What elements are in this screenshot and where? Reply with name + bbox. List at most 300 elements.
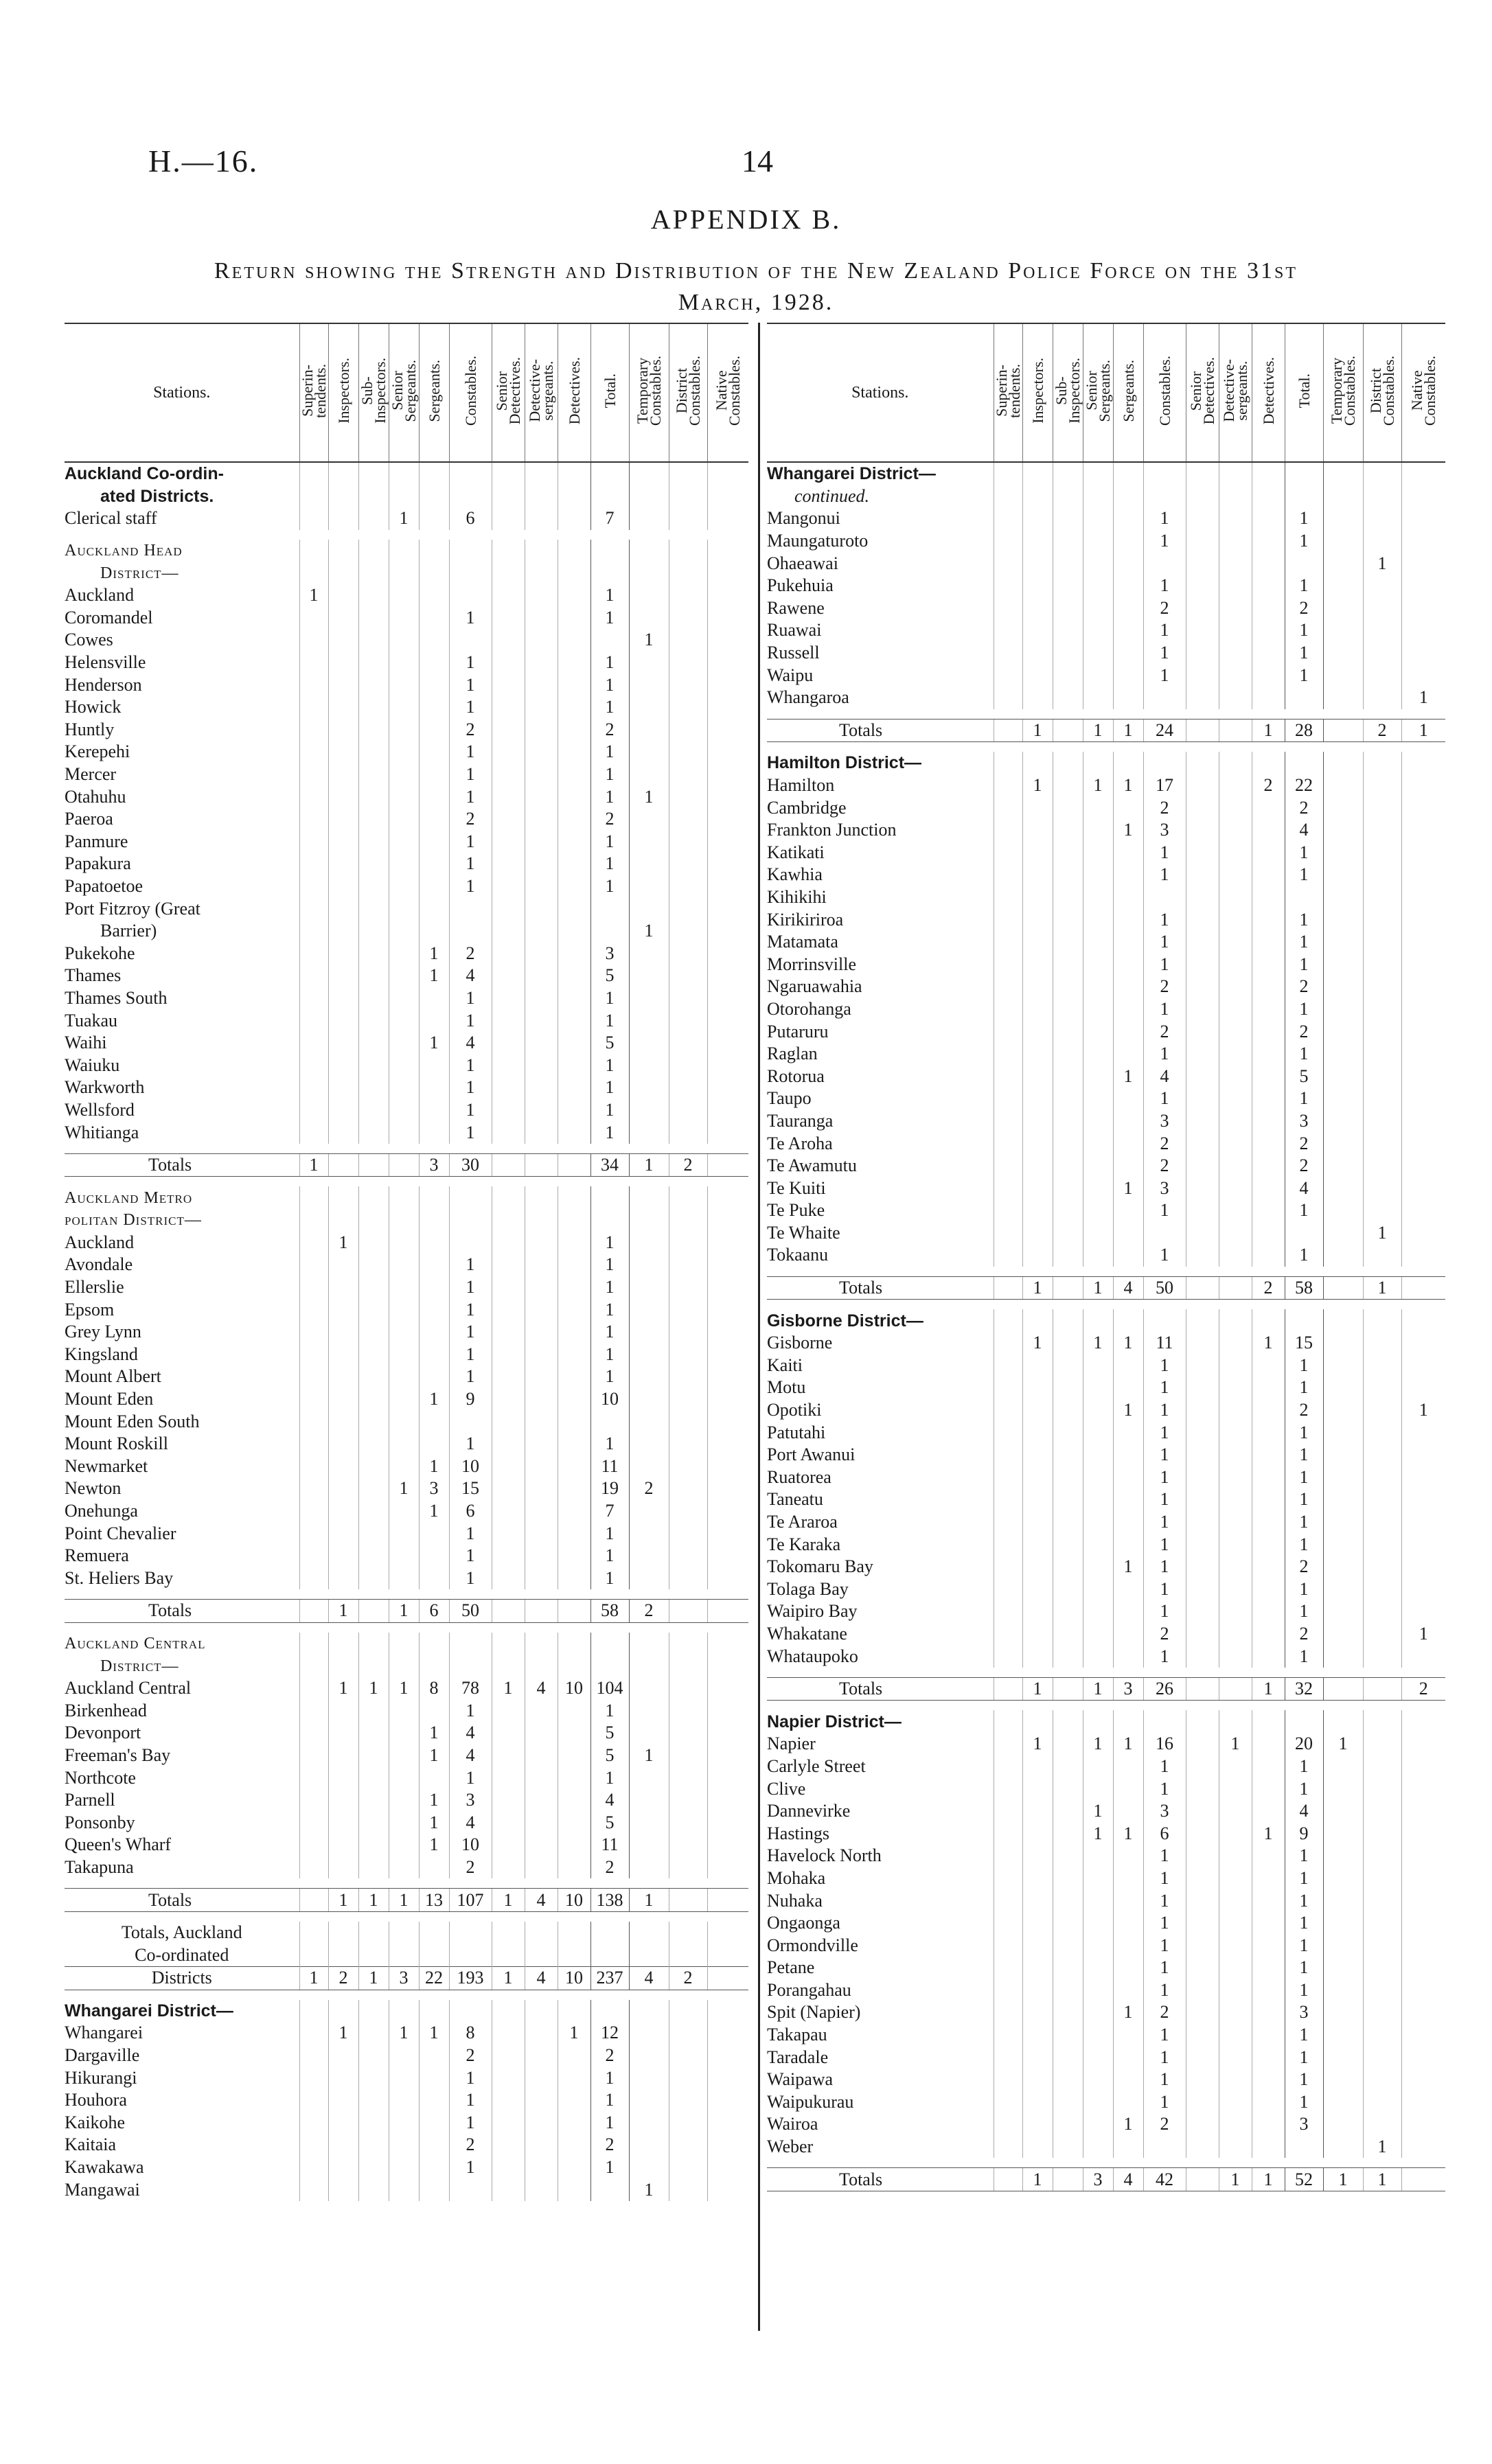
value-cell bbox=[1219, 1222, 1252, 1245]
value-cell bbox=[1252, 1957, 1285, 1979]
value-cell bbox=[994, 908, 1022, 931]
table-row-sub bbox=[65, 1209, 748, 1232]
value-cell bbox=[449, 540, 492, 562]
value-cell bbox=[1053, 1377, 1083, 1399]
value-cell bbox=[525, 719, 558, 741]
value-cell bbox=[328, 1209, 358, 1232]
value-cell bbox=[419, 1054, 449, 1076]
value-cell bbox=[358, 607, 389, 630]
value-cell bbox=[328, 1522, 358, 1545]
header-col-12 bbox=[1401, 323, 1445, 462]
value-cell bbox=[358, 584, 389, 607]
value-cell: 1 bbox=[1285, 1600, 1323, 1623]
value-cell: 1 bbox=[1113, 1556, 1143, 1578]
table-row bbox=[65, 741, 748, 763]
value-cell bbox=[299, 1099, 328, 1122]
value-cell bbox=[525, 965, 558, 987]
value-cell bbox=[1113, 597, 1143, 620]
value-cell: 1 bbox=[1143, 953, 1186, 976]
value-cell bbox=[525, 1600, 558, 1623]
value-cell bbox=[1363, 1132, 1401, 1155]
value-cell bbox=[419, 1633, 449, 1655]
value-cell bbox=[1323, 1979, 1363, 2002]
value-cell bbox=[1252, 1710, 1285, 1733]
value-cell bbox=[1401, 752, 1445, 774]
value-cell bbox=[994, 2136, 1022, 2158]
value-cell bbox=[707, 965, 748, 987]
value-cell: 1 bbox=[629, 920, 669, 943]
value-cell bbox=[1053, 2136, 1083, 2158]
value-cell bbox=[707, 2022, 748, 2045]
value-cell bbox=[1022, 2046, 1053, 2069]
station-name: Whangarei District— bbox=[65, 2001, 233, 2020]
value-cell bbox=[389, 462, 419, 485]
value-cell bbox=[629, 485, 669, 508]
value-cell bbox=[1252, 1087, 1285, 1110]
value-cell bbox=[1401, 1733, 1445, 1755]
value-cell: 1 bbox=[1219, 1733, 1252, 1755]
value-cell: 1 bbox=[1143, 1511, 1186, 1534]
table-row bbox=[65, 1410, 748, 1433]
value-cell bbox=[525, 1099, 558, 1122]
value-cell bbox=[629, 897, 669, 920]
value-cell bbox=[590, 540, 629, 562]
value-cell bbox=[1363, 1533, 1401, 1556]
value-cell bbox=[1363, 1578, 1401, 1601]
value-cell bbox=[1143, 687, 1186, 709]
value-cell: 3 bbox=[1143, 819, 1186, 842]
value-cell bbox=[1186, 1677, 1219, 1701]
value-cell bbox=[492, 1834, 525, 1856]
value-cell bbox=[492, 897, 525, 920]
table-row-gap bbox=[767, 1300, 1445, 1310]
value-cell bbox=[558, 1388, 590, 1411]
value-cell: 1 bbox=[629, 1153, 669, 1177]
table-row bbox=[65, 1500, 748, 1523]
table-row bbox=[767, 1043, 1445, 1066]
value-cell bbox=[994, 842, 1022, 864]
value-cell: 32 bbox=[1285, 1677, 1323, 1701]
value-cell: 1 bbox=[1143, 642, 1186, 665]
value-cell: 1 bbox=[1083, 1800, 1113, 1823]
value-cell bbox=[328, 1276, 358, 1299]
value-cell bbox=[328, 1477, 358, 1500]
value-cell: 2 bbox=[629, 1477, 669, 1500]
value-cell bbox=[1083, 1710, 1113, 1733]
value-cell bbox=[669, 1944, 707, 1966]
value-cell bbox=[1401, 998, 1445, 1021]
value-cell bbox=[669, 897, 707, 920]
value-cell bbox=[1323, 1822, 1363, 1845]
value-cell bbox=[669, 1209, 707, 1232]
value-cell bbox=[525, 897, 558, 920]
station-name: Te Aroha bbox=[767, 1133, 833, 1153]
table-row bbox=[767, 1355, 1445, 1377]
value-cell: 3 bbox=[449, 1789, 492, 1812]
value-cell: 1 bbox=[1285, 953, 1323, 976]
value-cell bbox=[419, 652, 449, 674]
value-cell bbox=[492, 1811, 525, 1834]
value-cell: 2 bbox=[1143, 2113, 1186, 2136]
value-cell bbox=[525, 1009, 558, 1032]
table-row bbox=[767, 796, 1445, 819]
value-cell bbox=[1186, 1645, 1219, 1668]
station-name: Auckland Central bbox=[65, 1634, 206, 1653]
value-cell bbox=[1401, 1155, 1445, 1177]
value-cell: 1 bbox=[449, 652, 492, 674]
value-cell bbox=[707, 673, 748, 696]
value-cell bbox=[419, 1410, 449, 1433]
value-cell bbox=[358, 920, 389, 943]
value-cell bbox=[1401, 842, 1445, 864]
value-cell bbox=[419, 2178, 449, 2201]
value-cell bbox=[328, 507, 358, 530]
value-cell bbox=[1186, 1934, 1219, 1957]
value-cell: 1 bbox=[590, 763, 629, 786]
value-cell: 1 bbox=[1083, 719, 1113, 742]
value-cell bbox=[492, 1410, 525, 1433]
table-row bbox=[767, 664, 1445, 687]
value-cell bbox=[299, 673, 328, 696]
value-cell bbox=[629, 1856, 669, 1879]
value-cell: 1 bbox=[449, 831, 492, 853]
value-cell bbox=[1323, 1087, 1363, 1110]
value-cell bbox=[629, 584, 669, 607]
value-cell bbox=[558, 875, 590, 898]
value-cell bbox=[629, 1699, 669, 1722]
value-cell bbox=[1401, 1800, 1445, 1823]
value-cell bbox=[1186, 1466, 1219, 1489]
value-cell bbox=[389, 719, 419, 741]
value-cell bbox=[669, 1699, 707, 1722]
value-cell bbox=[558, 2066, 590, 2089]
value-cell: 1 bbox=[1143, 2069, 1186, 2091]
value-cell: 1 bbox=[1113, 719, 1143, 742]
station-name: Ongaonga bbox=[767, 1913, 840, 1933]
value-cell bbox=[707, 1889, 748, 1912]
value-cell bbox=[389, 1009, 419, 1032]
value-cell: 1 bbox=[1143, 908, 1186, 931]
station-name: Ruawai bbox=[767, 620, 822, 641]
station-name: Gisborne bbox=[767, 1333, 833, 1353]
value-cell bbox=[1219, 2046, 1252, 2069]
value-cell: 1 bbox=[1143, 2024, 1186, 2047]
value-cell bbox=[389, 2156, 419, 2179]
value-cell bbox=[1083, 597, 1113, 620]
value-cell bbox=[1252, 1199, 1285, 1222]
value-cell bbox=[1022, 575, 1053, 597]
value-cell bbox=[1186, 1155, 1219, 1177]
value-cell bbox=[1022, 664, 1053, 687]
value-cell bbox=[1401, 1177, 1445, 1199]
value-cell: 2 bbox=[1143, 796, 1186, 819]
value-cell: 1 bbox=[1083, 774, 1113, 797]
right-table-column bbox=[767, 323, 1445, 2191]
value-cell bbox=[1323, 1444, 1363, 1466]
value-cell: 1 bbox=[449, 763, 492, 786]
value-cell bbox=[328, 562, 358, 584]
value-cell bbox=[389, 1209, 419, 1232]
value-cell bbox=[419, 2066, 449, 2089]
value-cell bbox=[1363, 1710, 1401, 1733]
value-cell bbox=[994, 1578, 1022, 1601]
station-name: Waipiro Bay bbox=[767, 1601, 858, 1622]
value-cell bbox=[629, 1054, 669, 1076]
value-cell bbox=[629, 1677, 669, 1700]
value-cell bbox=[1219, 1533, 1252, 1556]
station-name: Dargaville bbox=[65, 2045, 140, 2066]
table-row-gap bbox=[65, 1177, 748, 1187]
value-cell bbox=[994, 619, 1022, 642]
value-cell bbox=[492, 1321, 525, 1344]
value-cell bbox=[1252, 1377, 1285, 1399]
value-cell: 1 bbox=[389, 1477, 419, 1500]
table-row bbox=[65, 1745, 748, 1767]
value-cell bbox=[629, 1410, 669, 1433]
value-cell bbox=[1113, 1755, 1143, 1778]
value-cell bbox=[525, 1789, 558, 1812]
value-cell bbox=[299, 540, 328, 562]
value-cell: 1 bbox=[590, 1054, 629, 1076]
table-row bbox=[65, 2045, 748, 2067]
station-name: Te Araroa bbox=[767, 1512, 838, 1532]
value-cell bbox=[1363, 597, 1401, 620]
station-name: Te Whaite bbox=[767, 1222, 840, 1243]
value-cell bbox=[492, 1600, 525, 1623]
header-label: Constables. bbox=[1156, 355, 1173, 426]
value-cell: 34 bbox=[590, 1153, 629, 1177]
value-cell: 1 bbox=[629, 629, 669, 652]
station-name: Birkenhead bbox=[65, 1700, 147, 1720]
value-cell bbox=[1083, 1110, 1113, 1133]
spacer-cell bbox=[767, 742, 1445, 752]
value-cell bbox=[1053, 2024, 1083, 2047]
value-cell bbox=[1252, 1488, 1285, 1511]
value-cell bbox=[707, 1254, 748, 1276]
value-cell bbox=[1252, 1355, 1285, 1377]
value-cell: 1 bbox=[449, 673, 492, 696]
value-cell bbox=[1363, 642, 1401, 665]
value-cell bbox=[558, 1232, 590, 1254]
value-cell bbox=[1022, 552, 1053, 575]
table-row bbox=[65, 652, 748, 674]
table-row bbox=[767, 908, 1445, 931]
value-cell bbox=[590, 562, 629, 584]
value-cell: 1 bbox=[1285, 1645, 1323, 1668]
table-row bbox=[65, 785, 748, 808]
value-cell bbox=[994, 552, 1022, 575]
value-cell bbox=[629, 1433, 669, 1455]
value-cell bbox=[558, 584, 590, 607]
value-cell bbox=[328, 629, 358, 652]
value-cell bbox=[419, 1655, 449, 1677]
value-cell bbox=[669, 1186, 707, 1209]
value-cell bbox=[629, 1009, 669, 1032]
header-col-2 bbox=[358, 323, 389, 462]
value-cell: 1 bbox=[1083, 1822, 1113, 1845]
value-cell bbox=[669, 1321, 707, 1344]
value-cell bbox=[299, 1922, 328, 1944]
value-cell bbox=[590, 1633, 629, 1655]
value-cell: 1 bbox=[419, 942, 449, 965]
value-cell bbox=[994, 1677, 1022, 1701]
value-cell bbox=[492, 2112, 525, 2134]
station-name: Kaikohe bbox=[65, 2112, 126, 2132]
station-name: Rotorua bbox=[767, 1066, 825, 1086]
value-cell bbox=[707, 1922, 748, 1944]
header-col-9 bbox=[1285, 323, 1323, 462]
value-cell bbox=[328, 2134, 358, 2156]
value-cell bbox=[419, 1344, 449, 1366]
station-name: Waipu bbox=[767, 665, 814, 685]
value-cell bbox=[389, 1922, 419, 1944]
value-cell: 1 bbox=[299, 1153, 328, 1177]
value-cell bbox=[449, 1232, 492, 1254]
value-cell bbox=[1401, 2001, 1445, 2024]
table-row bbox=[65, 1009, 748, 1032]
value-cell bbox=[707, 942, 748, 965]
value-cell bbox=[492, 1032, 525, 1055]
value-cell bbox=[492, 2156, 525, 2179]
value-cell bbox=[1363, 1777, 1401, 1800]
value-cell bbox=[669, 1121, 707, 1144]
value-cell bbox=[1252, 819, 1285, 842]
value-cell bbox=[1186, 2069, 1219, 2091]
value-cell bbox=[299, 2112, 328, 2134]
value-cell bbox=[358, 1922, 389, 1944]
value-cell: 1 bbox=[1285, 575, 1323, 597]
value-cell bbox=[1363, 1979, 1401, 2002]
value-cell bbox=[1252, 1556, 1285, 1578]
value-cell bbox=[1219, 842, 1252, 864]
value-cell bbox=[328, 1388, 358, 1411]
value-cell bbox=[328, 1009, 358, 1032]
value-cell bbox=[299, 2178, 328, 2201]
value-cell bbox=[590, 462, 629, 485]
value-cell bbox=[669, 1545, 707, 1567]
value-cell bbox=[492, 1254, 525, 1276]
value-cell bbox=[328, 462, 358, 485]
value-cell bbox=[1401, 1845, 1445, 1867]
value-cell bbox=[1219, 1710, 1252, 1733]
value-cell bbox=[707, 1232, 748, 1254]
value-cell: 1 bbox=[1285, 1043, 1323, 1066]
value-cell bbox=[1113, 796, 1143, 819]
value-cell bbox=[994, 819, 1022, 842]
value-cell bbox=[669, 2156, 707, 2179]
value-cell: 1 bbox=[590, 1099, 629, 1122]
station-name: Dannevirke bbox=[767, 1801, 851, 1821]
value-cell bbox=[525, 1276, 558, 1299]
value-cell bbox=[994, 1889, 1022, 1912]
value-cell bbox=[328, 607, 358, 630]
value-cell bbox=[1053, 2113, 1083, 2136]
value-cell bbox=[1401, 1710, 1445, 1733]
value-cell bbox=[358, 652, 389, 674]
value-cell bbox=[299, 853, 328, 875]
header-col-4 bbox=[419, 323, 449, 462]
value-cell: 1 bbox=[449, 1298, 492, 1321]
value-cell bbox=[1252, 1889, 1285, 1912]
value-cell: 4 bbox=[449, 1745, 492, 1767]
value-cell bbox=[707, 2134, 748, 2156]
value-cell bbox=[707, 584, 748, 607]
value-cell bbox=[1022, 1309, 1053, 1332]
value-cell bbox=[449, 1944, 492, 1966]
value-cell bbox=[707, 1600, 748, 1623]
value-cell bbox=[1186, 864, 1219, 886]
value-cell: 1 bbox=[1285, 1444, 1323, 1466]
value-cell bbox=[358, 1410, 389, 1433]
value-cell bbox=[299, 1567, 328, 1590]
value-cell bbox=[1401, 1087, 1445, 1110]
value-cell bbox=[1219, 1155, 1252, 1177]
value-cell: 8 bbox=[449, 2022, 492, 2045]
value-cell bbox=[994, 1276, 1022, 1300]
value-cell bbox=[525, 1321, 558, 1344]
value-cell bbox=[1219, 1623, 1252, 1646]
value-cell bbox=[707, 1054, 748, 1076]
value-cell bbox=[669, 1834, 707, 1856]
value-cell bbox=[328, 540, 358, 562]
value-cell bbox=[1186, 1623, 1219, 1646]
value-cell bbox=[1083, 2001, 1113, 2024]
value-cell: 58 bbox=[590, 1600, 629, 1623]
station-name: Totals bbox=[767, 2168, 994, 2191]
value-cell bbox=[707, 540, 748, 562]
value-cell bbox=[1186, 998, 1219, 1021]
value-cell bbox=[1022, 1155, 1053, 1177]
value-cell bbox=[492, 1722, 525, 1745]
value-cell: 1 bbox=[1285, 1912, 1323, 1935]
value-cell bbox=[1053, 507, 1083, 530]
value-cell: 1 bbox=[1113, 1065, 1143, 1087]
value-cell bbox=[707, 696, 748, 719]
value-cell: 8 bbox=[419, 1677, 449, 1700]
value-cell: 1 bbox=[1285, 619, 1323, 642]
value-cell bbox=[358, 1276, 389, 1299]
value-cell: 1 bbox=[419, 1032, 449, 1055]
value-cell bbox=[1323, 908, 1363, 931]
value-cell bbox=[299, 1477, 328, 1500]
value-cell: 1 bbox=[1083, 1276, 1113, 1300]
value-cell bbox=[389, 1633, 419, 1655]
table-row bbox=[767, 998, 1445, 1021]
value-cell bbox=[1252, 1800, 1285, 1823]
value-cell bbox=[389, 2066, 419, 2089]
value-cell bbox=[492, 1232, 525, 1254]
value-cell bbox=[707, 987, 748, 1010]
value-cell bbox=[328, 1344, 358, 1366]
value-cell: 1 bbox=[590, 1298, 629, 1321]
value-cell bbox=[358, 1076, 389, 1099]
value-cell bbox=[299, 719, 328, 741]
value-cell bbox=[994, 1733, 1022, 1755]
value-cell bbox=[419, 1922, 449, 1944]
value-cell bbox=[994, 796, 1022, 819]
value-cell bbox=[525, 2045, 558, 2067]
table-row bbox=[767, 1733, 1445, 1755]
value-cell bbox=[1323, 575, 1363, 597]
station-name: Waiuku bbox=[65, 1055, 120, 1075]
station-name: continued. bbox=[794, 485, 870, 506]
value-cell bbox=[358, 2134, 389, 2156]
value-cell bbox=[994, 1710, 1022, 1733]
value-cell bbox=[1053, 1110, 1083, 1133]
value-cell bbox=[1113, 462, 1143, 485]
value-cell: 3 bbox=[389, 1967, 419, 1990]
table-row bbox=[65, 1344, 748, 1366]
